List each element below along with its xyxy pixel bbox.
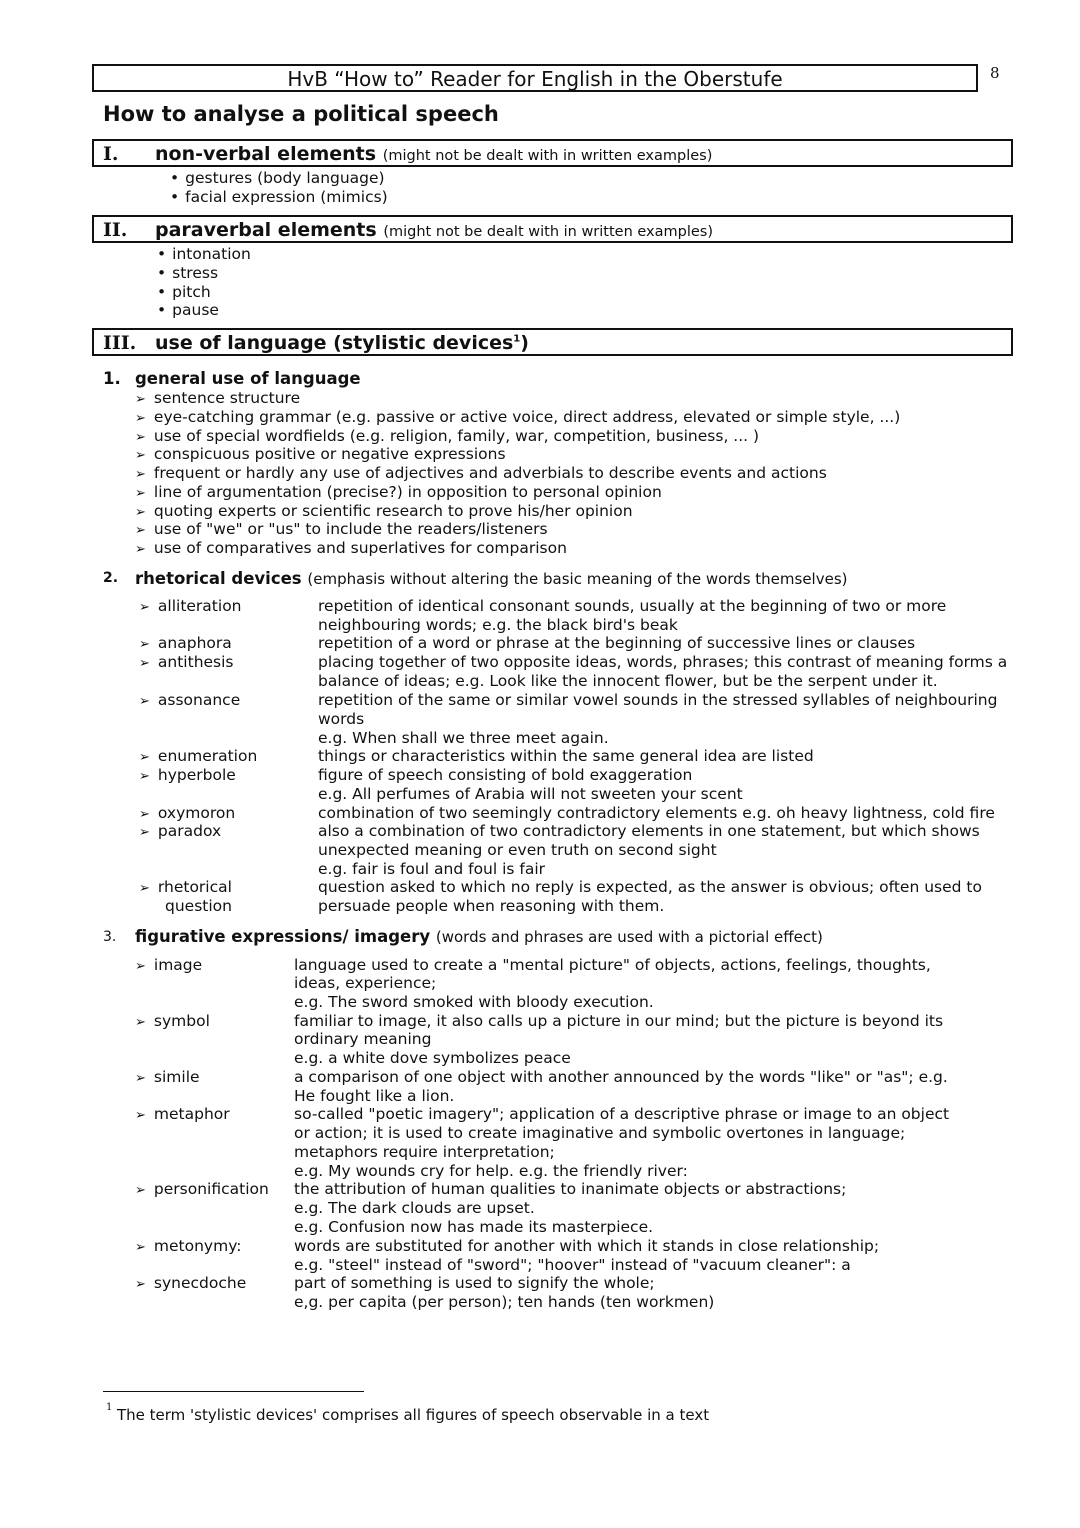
term-symbol: ➢ symbol — [135, 1012, 210, 1030]
definition-line: e.g. My wounds cry for help. e.g. the friendly river: — [294, 1162, 688, 1180]
definition-line: figure of speech consisting of bold exaggeration — [318, 766, 693, 784]
footnote-mark: 1 — [106, 1402, 113, 1413]
term-rhetorical-question: ➢ rhetorical — [139, 878, 232, 896]
term-rhetorical-question-cont: question — [165, 897, 232, 915]
section-3-title-text: use of language (stylistic devices — [155, 332, 514, 354]
definition-line: placing together of two opposite ideas, words, phrases; this contrast of meaning forms a — [318, 653, 1008, 671]
definition-line: a comparison of one object with another announced by the words "like" or "as"; e.g. — [294, 1068, 948, 1086]
definition-line: part of something is used to signify the whole; — [294, 1274, 655, 1292]
figurative-heading — [135, 927, 823, 946]
list-item: ➢ sentence structure — [135, 389, 300, 407]
figurative-title: figurative expressions/ imagery — [135, 927, 431, 946]
term-alliteration: ➢ alliteration — [139, 597, 242, 615]
list-item: ➢ use of comparatives and superlatives for comparison — [135, 539, 567, 557]
definition-line: question asked to which no reply is expected, as the answer is obvious; often used to — [318, 878, 982, 896]
rhetorical-note: (emphasis without altering the basic meaning of the words themselves) — [307, 570, 848, 588]
section-3-title — [155, 332, 529, 354]
rhetorical-title: rhetorical devices — [135, 569, 302, 588]
definition-line: language used to create a "mental picture" of objects, actions, feelings, thoughts, — [294, 956, 931, 974]
definition-line: so-called "poetic imagery"; application of a descriptive phrase or image to an object — [294, 1105, 950, 1123]
section-3-number: III. — [103, 332, 137, 354]
definition-line: or action; it is used to create imaginative and symbolic overtones in language; — [294, 1124, 906, 1142]
term-oxymoron: ➢ oxymoron — [139, 804, 235, 822]
section-2-note: (might not be dealt with in written examples) — [383, 224, 714, 240]
definition-line: the attribution of human qualities to inanimate objects or abstractions; — [294, 1180, 847, 1198]
section-2-title: paraverbal elements — [155, 219, 377, 241]
term-metaphor: ➢ metaphor — [135, 1105, 230, 1123]
list-item: • facial expression (mimics) — [170, 188, 388, 206]
header-title: HvB “How to” Reader for English in the Oberstufe — [287, 67, 783, 91]
definition-line: repetition of identical consonant sounds, usually at the beginning of two or more — [318, 597, 947, 615]
page-number: 8 — [990, 64, 1000, 82]
rhetorical-number: 2. — [103, 570, 119, 586]
definition-line: ordinary meaning — [294, 1030, 432, 1048]
list-item: ➢ eye-catching grammar (e.g. passive or active voice, direct address, elevated or simple style, ...) — [135, 408, 900, 426]
footnote-divider — [103, 1391, 364, 1392]
definition-line: words are substituted for another with which it stands in close relationship; — [294, 1237, 880, 1255]
figurative-note: (words and phrases are used with a pictorial effect) — [435, 928, 823, 946]
definition-line: e.g. Confusion now has made its masterpiece. — [294, 1218, 654, 1236]
definition-line: repetition of the same or similar vowel sounds in the stressed syllables of neighbouring — [318, 691, 998, 709]
definition-line: e.g. "steel" instead of "sword"; "hoover" instead of "vacuum cleaner": a — [294, 1256, 851, 1274]
definition-line: combination of two seemingly contradictory elements e.g. oh heavy lightness, cold fire — [318, 804, 995, 822]
list-item: ➢ conspicuous positive or negative expressions — [135, 445, 506, 463]
term-assonance: ➢ assonance — [139, 691, 240, 709]
definition-line: e.g. The dark clouds are upset. — [294, 1199, 535, 1217]
section-1-heading — [155, 143, 712, 165]
list-item: • pause — [157, 301, 219, 319]
definition-line: He fought like a lion. — [294, 1087, 455, 1105]
list-item: ➢ frequent or hardly any use of adjectives and adverbials to describe events and actions — [135, 464, 827, 482]
definition-line: also a combination of two contradictory elements in one statement, but which shows — [318, 822, 980, 840]
term-paradox: ➢ paradox — [139, 822, 221, 840]
list-item: • stress — [157, 264, 218, 282]
term-image: ➢ image — [135, 956, 202, 974]
definition-line: metaphors require interpretation; — [294, 1143, 555, 1161]
footnote-text: The term 'stylistic devices' comprises all figures of speech observable in a text — [117, 1406, 710, 1424]
term-metonymy: ➢ metonymy: — [135, 1237, 241, 1255]
footnote-ref: 1 — [513, 333, 521, 345]
term-synecdoche: ➢ synecdoche — [135, 1274, 246, 1292]
list-item: ➢ line of argumentation (precise?) in opposition to personal opinion — [135, 483, 662, 501]
list-item: ➢ quoting experts or scientific research to prove his/her opinion — [135, 502, 633, 520]
figurative-number: 3. — [103, 929, 117, 945]
definition-line: persuade people when reasoning with them. — [318, 897, 665, 915]
list-item: • intonation — [157, 245, 251, 263]
document-title: How to analyse a political speech — [103, 102, 499, 126]
term-personification: ➢ personification — [135, 1180, 269, 1198]
section-2-number: II. — [103, 219, 128, 241]
list-item: ➢ use of special wordfields (e.g. religion, family, war, competition, business, ... ) — [135, 427, 759, 445]
definition-line: e.g. When shall we three meet again. — [318, 729, 609, 747]
definition-line: familiar to image, it also calls up a picture in our mind; but the picture is beyond its — [294, 1012, 944, 1030]
rhetorical-heading — [135, 569, 848, 588]
list-item: ➢ use of "we" or "us" to include the readers/listeners — [135, 520, 548, 538]
section-1-title: non-verbal elements — [155, 143, 377, 165]
general-number: 1. — [103, 369, 121, 388]
section-3-title-close: ) — [520, 332, 529, 354]
definition-line: e.g. The sword smoked with bloody execution. — [294, 993, 654, 1011]
definition-line: neighbouring words; e.g. the black bird's beak — [318, 616, 678, 634]
term-enumeration: ➢ enumeration — [139, 747, 257, 765]
term-antithesis: ➢ antithesis — [139, 653, 234, 671]
definition-line: words — [318, 710, 365, 728]
section-1-note: (might not be dealt with in written examples) — [382, 148, 713, 164]
definition-line: e.g. All perfumes of Arabia will not sweeten your scent — [318, 785, 743, 803]
definition-line: balance of ideas; e.g. Look like the innocent flower, but be the serpent under it. — [318, 672, 938, 690]
list-item: • pitch — [157, 283, 211, 301]
definition-line: e.g. a white dove symbolizes peace — [294, 1049, 571, 1067]
term-simile: ➢ simile — [135, 1068, 200, 1086]
definition-line: unexpected meaning or even truth on second sight — [318, 841, 717, 859]
general-title: general use of language — [135, 369, 361, 388]
definition-line: repetition of a word or phrase at the beginning of successive lines or clauses — [318, 634, 916, 652]
section-1-number: I. — [103, 143, 119, 165]
term-hyperbole: ➢ hyperbole — [139, 766, 236, 784]
definition-line: e,g. per capita (per person); ten hands (ten workmen) — [294, 1293, 715, 1311]
definition-line: ideas, experience; — [294, 974, 437, 992]
section-2-heading — [155, 219, 713, 241]
definition-line: things or characteristics within the same general idea are listed — [318, 747, 814, 765]
definition-line: e.g. fair is foul and foul is fair — [318, 860, 546, 878]
term-anaphora: ➢ anaphora — [139, 634, 232, 652]
list-item: • gestures (body language) — [170, 169, 385, 187]
